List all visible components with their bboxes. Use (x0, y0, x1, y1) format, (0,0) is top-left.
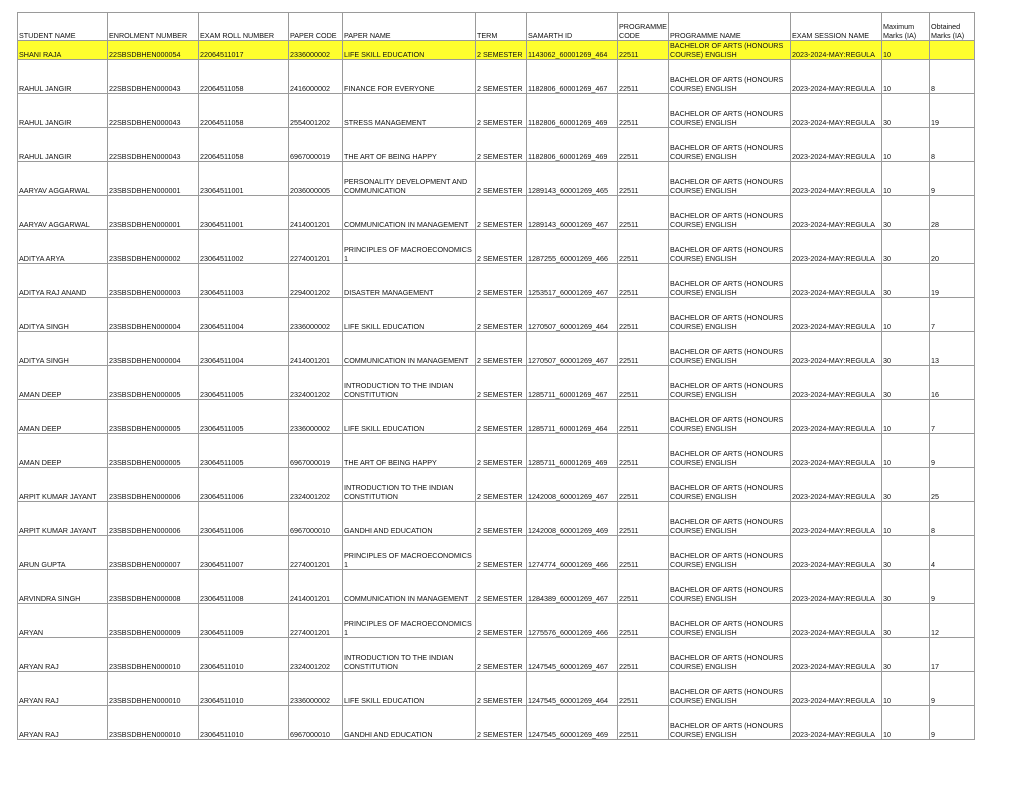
cell-samarth-id: 1270507_60001269_464 (527, 298, 618, 332)
table-row (18, 366, 975, 400)
cell-paper-code: 2414001201 (289, 570, 343, 604)
cell-paper-name: THE ART OF BEING HAPPY (343, 128, 476, 162)
cell-programme-name: BACHELOR OF ARTS (HONOURS COURSE) ENGLISH (669, 366, 791, 400)
cell-programme-name: BACHELOR OF ARTS (HONOURS COURSE) ENGLISH (669, 298, 791, 332)
cell-term: 2 SEMESTER (476, 60, 527, 94)
cell-exam-session-name: 2023-2024-MAY:REGULA (791, 94, 882, 128)
cell-paper-code: 2336000002 (289, 298, 343, 332)
cell-samarth-id: 1247545_60001269_469 (527, 706, 618, 740)
cell-student-name: ARYAN RAJ (18, 706, 108, 740)
cell-exam-roll-number: 23064511006 (199, 502, 289, 536)
cell-student-name: RAHUL JANGIR (18, 60, 108, 94)
cell-paper-name: PRINCIPLES OF MACROECONOMICS 1 (343, 604, 476, 638)
cell-term: 2 SEMESTER (476, 41, 527, 60)
cell-programme-code: 22511 (618, 604, 669, 638)
cell-student-name: ADITYA ARYA (18, 230, 108, 264)
cell-exam-session-name: 2023-2024-MAY:REGULA (791, 196, 882, 230)
cell-student-name: AARYAV AGGARWAL (18, 196, 108, 230)
table-row (18, 400, 975, 434)
cell-programme-code: 22511 (618, 196, 669, 230)
cell-obtained-marks: 9 (930, 672, 975, 706)
cell-obtained-marks: 8 (930, 128, 975, 162)
cell-exam-session-name: 2023-2024-MAY:REGULA (791, 706, 882, 740)
cell-samarth-id: 1270507_60001269_467 (527, 332, 618, 366)
cell-obtained-marks: 9 (930, 162, 975, 196)
cell-programme-code: 22511 (618, 94, 669, 128)
cell-exam-roll-number: 22064511017 (199, 41, 289, 60)
cell-paper-name: FINANCE FOR EVERYONE (343, 60, 476, 94)
cell-programme-code: 22511 (618, 536, 669, 570)
cell-paper-code: 2324001202 (289, 638, 343, 672)
cell-programme-code: 22511 (618, 468, 669, 502)
marks-sheet (17, 12, 975, 740)
col-exam-session-name: EXAM SESSION NAME (791, 13, 882, 41)
cell-programme-code: 22511 (618, 400, 669, 434)
cell-paper-code: 2416000002 (289, 60, 343, 94)
cell-exam-roll-number: 22064511058 (199, 128, 289, 162)
cell-paper-name: PRINCIPLES OF MACROECONOMICS 1 (343, 536, 476, 570)
cell-obtained-marks: 8 (930, 60, 975, 94)
cell-exam-roll-number: 22064511058 (199, 60, 289, 94)
table-row (18, 230, 975, 264)
cell-student-name: ADITYA SINGH (18, 298, 108, 332)
table-row (18, 162, 975, 196)
cell-programme-code: 22511 (618, 434, 669, 468)
cell-obtained-marks: 13 (930, 332, 975, 366)
cell-programme-code: 22511 (618, 41, 669, 60)
cell-exam-roll-number: 23064511006 (199, 468, 289, 502)
cell-paper-name: LIFE SKILL EDUCATION (343, 400, 476, 434)
cell-exam-session-name: 2023-2024-MAY:REGULA (791, 468, 882, 502)
cell-term: 2 SEMESTER (476, 332, 527, 366)
cell-programme-name: BACHELOR OF ARTS (HONOURS COURSE) ENGLISH (669, 706, 791, 740)
cell-samarth-id: 1182806_60001269_469 (527, 128, 618, 162)
cell-enrolment-number: 23SBSDBHEN000005 (108, 400, 199, 434)
cell-paper-name: COMMUNICATION IN MANAGEMENT (343, 196, 476, 230)
cell-paper-name: INTRODUCTION TO THE INDIAN CONSTITUTION (343, 366, 476, 400)
cell-exam-roll-number: 23064511002 (199, 230, 289, 264)
cell-enrolment-number: 23SBSDBHEN000008 (108, 570, 199, 604)
cell-paper-code: 2036000005 (289, 162, 343, 196)
cell-exam-session-name: 2023-2024-MAY:REGULA (791, 332, 882, 366)
cell-enrolment-number: 22SBSDBHEN000043 (108, 94, 199, 128)
cell-maximum-marks: 30 (882, 230, 930, 264)
cell-paper-code: 2294001202 (289, 264, 343, 298)
cell-exam-roll-number: 23064511004 (199, 298, 289, 332)
cell-enrolment-number: 23SBSDBHEN000003 (108, 264, 199, 298)
cell-exam-session-name: 2023-2024-MAY:REGULA (791, 366, 882, 400)
cell-exam-roll-number: 23064511009 (199, 604, 289, 638)
cell-exam-roll-number: 23064511010 (199, 638, 289, 672)
cell-obtained-marks: 9 (930, 570, 975, 604)
col-exam-roll-number: EXAM ROLL NUMBER (199, 13, 289, 41)
cell-paper-code: 2274001201 (289, 230, 343, 264)
cell-programme-code: 22511 (618, 230, 669, 264)
cell-exam-session-name: 2023-2024-MAY:REGULA (791, 638, 882, 672)
cell-obtained-marks: 19 (930, 94, 975, 128)
cell-paper-name: GANDHI AND EDUCATION (343, 706, 476, 740)
cell-programme-name: BACHELOR OF ARTS (HONOURS COURSE) ENGLISH (669, 230, 791, 264)
cell-student-name: ARUN GUPTA (18, 536, 108, 570)
cell-maximum-marks: 30 (882, 604, 930, 638)
cell-programme-name: BACHELOR OF ARTS (HONOURS COURSE) ENGLISH (669, 128, 791, 162)
cell-student-name: RAHUL JANGIR (18, 94, 108, 128)
cell-programme-name: BACHELOR OF ARTS (HONOURS COURSE) ENGLISH (669, 604, 791, 638)
cell-exam-roll-number: 22064511058 (199, 94, 289, 128)
cell-maximum-marks: 10 (882, 298, 930, 332)
cell-exam-roll-number: 23064511001 (199, 196, 289, 230)
cell-paper-code: 2336000002 (289, 672, 343, 706)
cell-paper-code: 2336000002 (289, 400, 343, 434)
cell-samarth-id: 1182806_60001269_467 (527, 60, 618, 94)
cell-exam-roll-number: 23064511010 (199, 706, 289, 740)
cell-samarth-id: 1285711_60001269_467 (527, 366, 618, 400)
cell-obtained-marks: 9 (930, 706, 975, 740)
table-row (18, 638, 975, 672)
cell-student-name: ARPIT KUMAR JAYANT (18, 468, 108, 502)
cell-student-name: ADITYA SINGH (18, 332, 108, 366)
cell-programme-code: 22511 (618, 128, 669, 162)
cell-maximum-marks: 10 (882, 672, 930, 706)
cell-programme-name: BACHELOR OF ARTS (HONOURS COURSE) ENGLISH (669, 434, 791, 468)
cell-student-name: ARPIT KUMAR JAYANT (18, 502, 108, 536)
cell-enrolment-number: 23SBSDBHEN000002 (108, 230, 199, 264)
cell-maximum-marks: 10 (882, 162, 930, 196)
col-enrolment-number: ENROLMENT NUMBER (108, 13, 199, 41)
cell-paper-code: 6967000019 (289, 434, 343, 468)
cell-samarth-id: 1274774_60001269_466 (527, 536, 618, 570)
cell-paper-name: DISASTER MANAGEMENT (343, 264, 476, 298)
cell-exam-roll-number: 23064511001 (199, 162, 289, 196)
cell-programme-name: BACHELOR OF ARTS (HONOURS COURSE) ENGLISH (669, 536, 791, 570)
cell-enrolment-number: 23SBSDBHEN000010 (108, 638, 199, 672)
cell-exam-roll-number: 23064511008 (199, 570, 289, 604)
cell-student-name: AMAN DEEP (18, 366, 108, 400)
col-paper-code: PAPER CODE (289, 13, 343, 41)
cell-enrolment-number: 23SBSDBHEN000001 (108, 162, 199, 196)
table-row (18, 468, 975, 502)
cell-term: 2 SEMESTER (476, 162, 527, 196)
cell-paper-name: STRESS MANAGEMENT (343, 94, 476, 128)
table-row (18, 60, 975, 94)
cell-exam-session-name: 2023-2024-MAY:REGULA (791, 60, 882, 94)
cell-enrolment-number: 23SBSDBHEN000010 (108, 706, 199, 740)
cell-paper-name: GANDHI AND EDUCATION (343, 502, 476, 536)
cell-exam-session-name: 2023-2024-MAY:REGULA (791, 400, 882, 434)
cell-samarth-id: 1242008_60001269_469 (527, 502, 618, 536)
cell-programme-name: BACHELOR OF ARTS (HONOURS COURSE) ENGLISH (669, 400, 791, 434)
cell-programme-name: BACHELOR OF ARTS (HONOURS COURSE) ENGLISH (669, 672, 791, 706)
cell-student-name: ARVINDRA SINGH (18, 570, 108, 604)
cell-term: 2 SEMESTER (476, 264, 527, 298)
table-row (18, 502, 975, 536)
cell-maximum-marks: 10 (882, 706, 930, 740)
cell-exam-roll-number: 23064511004 (199, 332, 289, 366)
cell-paper-name: INTRODUCTION TO THE INDIAN CONSTITUTION (343, 638, 476, 672)
cell-maximum-marks: 30 (882, 94, 930, 128)
cell-enrolment-number: 22SBSDBHEN000054 (108, 41, 199, 60)
cell-maximum-marks: 30 (882, 536, 930, 570)
cell-student-name: SHANI RAJA (18, 41, 108, 60)
cell-paper-name: LIFE SKILL EDUCATION (343, 41, 476, 60)
cell-student-name: ARYAN RAJ (18, 638, 108, 672)
cell-exam-session-name: 2023-2024-MAY:REGULA (791, 128, 882, 162)
cell-samarth-id: 1247545_60001269_467 (527, 638, 618, 672)
cell-paper-code: 6967000010 (289, 706, 343, 740)
cell-exam-roll-number: 23064511005 (199, 434, 289, 468)
cell-paper-code: 6967000010 (289, 502, 343, 536)
col-maximum-marks: Maximum Marks (IA) (882, 13, 930, 41)
cell-obtained-marks: 12 (930, 604, 975, 638)
col-programme-code: PROGRAMME CODE (618, 13, 669, 41)
table-row (18, 332, 975, 366)
cell-obtained-marks: 4 (930, 536, 975, 570)
cell-enrolment-number: 23SBSDBHEN000007 (108, 536, 199, 570)
cell-maximum-marks: 10 (882, 434, 930, 468)
cell-term: 2 SEMESTER (476, 672, 527, 706)
cell-enrolment-number: 23SBSDBHEN000009 (108, 604, 199, 638)
cell-programme-name: BACHELOR OF ARTS (HONOURS COURSE) ENGLISH (669, 162, 791, 196)
cell-student-name: ARYAN RAJ (18, 672, 108, 706)
cell-paper-name: LIFE SKILL EDUCATION (343, 298, 476, 332)
cell-exam-session-name: 2023-2024-MAY:REGULA (791, 434, 882, 468)
cell-obtained-marks: 25 (930, 468, 975, 502)
cell-maximum-marks: 10 (882, 128, 930, 162)
marks-table (17, 12, 975, 740)
cell-enrolment-number: 23SBSDBHEN000006 (108, 468, 199, 502)
cell-programme-code: 22511 (618, 162, 669, 196)
cell-term: 2 SEMESTER (476, 706, 527, 740)
cell-student-name: AARYAV AGGARWAL (18, 162, 108, 196)
cell-paper-code: 2336000002 (289, 41, 343, 60)
cell-term: 2 SEMESTER (476, 468, 527, 502)
cell-paper-name: PRINCIPLES OF MACROECONOMICS 1 (343, 230, 476, 264)
cell-maximum-marks: 30 (882, 332, 930, 366)
col-samarth-id: SAMARTH ID (527, 13, 618, 41)
cell-obtained-marks: 20 (930, 230, 975, 264)
cell-term: 2 SEMESTER (476, 128, 527, 162)
cell-programme-name: BACHELOR OF ARTS (HONOURS COURSE) ENGLISH (669, 196, 791, 230)
cell-term: 2 SEMESTER (476, 366, 527, 400)
cell-paper-name: INTRODUCTION TO THE INDIAN CONSTITUTION (343, 468, 476, 502)
table-row (18, 570, 975, 604)
cell-obtained-marks: 28 (930, 196, 975, 230)
cell-enrolment-number: 23SBSDBHEN000005 (108, 366, 199, 400)
cell-term: 2 SEMESTER (476, 502, 527, 536)
header-row (18, 13, 975, 41)
cell-programme-code: 22511 (618, 60, 669, 94)
table-row (18, 196, 975, 230)
cell-exam-session-name: 2023-2024-MAY:REGULA (791, 162, 882, 196)
cell-enrolment-number: 22SBSDBHEN000043 (108, 128, 199, 162)
cell-maximum-marks: 10 (882, 60, 930, 94)
table-body (18, 41, 975, 740)
cell-samarth-id: 1289143_60001269_467 (527, 196, 618, 230)
cell-programme-code: 22511 (618, 672, 669, 706)
cell-enrolment-number: 23SBSDBHEN000006 (108, 502, 199, 536)
cell-obtained-marks: 7 (930, 298, 975, 332)
table-row (18, 536, 975, 570)
cell-samarth-id: 1285711_60001269_464 (527, 400, 618, 434)
table-row (18, 672, 975, 706)
cell-exam-roll-number: 23064511005 (199, 366, 289, 400)
cell-programme-code: 22511 (618, 366, 669, 400)
cell-samarth-id: 1289143_60001269_465 (527, 162, 618, 196)
cell-exam-session-name: 2023-2024-MAY:REGULA (791, 230, 882, 264)
cell-exam-session-name: 2023-2024-MAY:REGULA (791, 604, 882, 638)
col-student-name: STUDENT NAME (18, 13, 108, 41)
cell-samarth-id: 1284389_60001269_467 (527, 570, 618, 604)
cell-programme-code: 22511 (618, 298, 669, 332)
cell-programme-name: BACHELOR OF ARTS (HONOURS COURSE) ENGLISH (669, 60, 791, 94)
cell-exam-session-name: 2023-2024-MAY:REGULA (791, 672, 882, 706)
cell-samarth-id: 1275576_60001269_466 (527, 604, 618, 638)
table-row (18, 604, 975, 638)
cell-enrolment-number: 22SBSDBHEN000043 (108, 60, 199, 94)
table-row (18, 264, 975, 298)
cell-maximum-marks: 30 (882, 468, 930, 502)
cell-paper-code: 2554001202 (289, 94, 343, 128)
cell-paper-name: LIFE SKILL EDUCATION (343, 672, 476, 706)
cell-term: 2 SEMESTER (476, 638, 527, 672)
cell-paper-code: 2324001202 (289, 468, 343, 502)
cell-programme-code: 22511 (618, 638, 669, 672)
cell-samarth-id: 1247545_60001269_464 (527, 672, 618, 706)
cell-paper-code: 6967000019 (289, 128, 343, 162)
cell-paper-code: 2414001201 (289, 332, 343, 366)
cell-programme-name: BACHELOR OF ARTS (HONOURS COURSE) ENGLISH (669, 41, 791, 60)
table-row (18, 94, 975, 128)
cell-samarth-id: 1253517_60001269_467 (527, 264, 618, 298)
cell-term: 2 SEMESTER (476, 230, 527, 264)
cell-programme-name: BACHELOR OF ARTS (HONOURS COURSE) ENGLISH (669, 264, 791, 298)
table-row (18, 434, 975, 468)
cell-exam-roll-number: 23064511003 (199, 264, 289, 298)
cell-exam-session-name: 2023-2024-MAY:REGULA (791, 298, 882, 332)
cell-samarth-id: 1287255_60001269_466 (527, 230, 618, 264)
cell-programme-code: 22511 (618, 332, 669, 366)
cell-obtained-marks: 19 (930, 264, 975, 298)
cell-samarth-id: 1182806_60001269_469 (527, 94, 618, 128)
cell-maximum-marks: 30 (882, 570, 930, 604)
cell-exam-session-name: 2023-2024-MAY:REGULA (791, 41, 882, 60)
cell-student-name: RAHUL JANGIR (18, 128, 108, 162)
cell-maximum-marks: 30 (882, 366, 930, 400)
cell-obtained-marks: 7 (930, 400, 975, 434)
cell-samarth-id: 1242008_60001269_467 (527, 468, 618, 502)
col-paper-name: PAPER NAME (343, 13, 476, 41)
cell-obtained-marks: 16 (930, 366, 975, 400)
cell-enrolment-number: 23SBSDBHEN000010 (108, 672, 199, 706)
cell-programme-code: 22511 (618, 570, 669, 604)
cell-obtained-marks (930, 41, 975, 60)
cell-paper-code: 2274001201 (289, 536, 343, 570)
table-row-highlighted (18, 41, 975, 60)
cell-enrolment-number: 23SBSDBHEN000001 (108, 196, 199, 230)
cell-obtained-marks: 17 (930, 638, 975, 672)
cell-exam-session-name: 2023-2024-MAY:REGULA (791, 264, 882, 298)
cell-term: 2 SEMESTER (476, 298, 527, 332)
cell-exam-session-name: 2023-2024-MAY:REGULA (791, 570, 882, 604)
cell-programme-name: BACHELOR OF ARTS (HONOURS COURSE) ENGLISH (669, 332, 791, 366)
cell-obtained-marks: 9 (930, 434, 975, 468)
cell-samarth-id: 1143062_60001269_464 (527, 41, 618, 60)
table-row (18, 128, 975, 162)
cell-exam-session-name: 2023-2024-MAY:REGULA (791, 502, 882, 536)
cell-enrolment-number: 23SBSDBHEN000004 (108, 332, 199, 366)
cell-exam-roll-number: 23064511007 (199, 536, 289, 570)
cell-paper-code: 2274001201 (289, 604, 343, 638)
cell-exam-roll-number: 23064511010 (199, 672, 289, 706)
cell-samarth-id: 1285711_60001269_469 (527, 434, 618, 468)
cell-term: 2 SEMESTER (476, 400, 527, 434)
cell-paper-code: 2414001201 (289, 196, 343, 230)
cell-programme-name: BACHELOR OF ARTS (HONOURS COURSE) ENGLISH (669, 94, 791, 128)
cell-obtained-marks: 8 (930, 502, 975, 536)
cell-maximum-marks: 10 (882, 400, 930, 434)
col-term: TERM (476, 13, 527, 41)
cell-maximum-marks: 30 (882, 638, 930, 672)
cell-maximum-marks: 10 (882, 502, 930, 536)
cell-student-name: ARYAN (18, 604, 108, 638)
cell-programme-name: BACHELOR OF ARTS (HONOURS COURSE) ENGLISH (669, 502, 791, 536)
cell-student-name: AMAN DEEP (18, 434, 108, 468)
cell-programme-code: 22511 (618, 264, 669, 298)
cell-maximum-marks: 30 (882, 264, 930, 298)
cell-paper-code: 2324001202 (289, 366, 343, 400)
cell-enrolment-number: 23SBSDBHEN000005 (108, 434, 199, 468)
cell-term: 2 SEMESTER (476, 196, 527, 230)
cell-programme-code: 22511 (618, 502, 669, 536)
cell-paper-name: COMMUNICATION IN MANAGEMENT (343, 332, 476, 366)
table-row (18, 298, 975, 332)
cell-exam-session-name: 2023-2024-MAY:REGULA (791, 536, 882, 570)
cell-term: 2 SEMESTER (476, 570, 527, 604)
cell-paper-name: COMMUNICATION IN MANAGEMENT (343, 570, 476, 604)
cell-term: 2 SEMESTER (476, 536, 527, 570)
cell-student-name: ADITYA RAJ ANAND (18, 264, 108, 298)
cell-maximum-marks: 30 (882, 196, 930, 230)
cell-term: 2 SEMESTER (476, 94, 527, 128)
cell-paper-name: THE ART OF BEING HAPPY (343, 434, 476, 468)
cell-term: 2 SEMESTER (476, 604, 527, 638)
cell-exam-roll-number: 23064511005 (199, 400, 289, 434)
cell-student-name: AMAN DEEP (18, 400, 108, 434)
cell-programme-code: 22511 (618, 706, 669, 740)
table-row (18, 706, 975, 740)
cell-term: 2 SEMESTER (476, 434, 527, 468)
cell-programme-name: BACHELOR OF ARTS (HONOURS COURSE) ENGLISH (669, 638, 791, 672)
cell-maximum-marks: 10 (882, 41, 930, 60)
col-obtained-marks: Obtained Marks (IA) (930, 13, 975, 41)
cell-paper-name: PERSONALITY DEVELOPMENT AND COMMUNICATION (343, 162, 476, 196)
cell-enrolment-number: 23SBSDBHEN000004 (108, 298, 199, 332)
cell-programme-name: BACHELOR OF ARTS (HONOURS COURSE) ENGLISH (669, 468, 791, 502)
cell-programme-name: BACHELOR OF ARTS (HONOURS COURSE) ENGLISH (669, 570, 791, 604)
col-programme-name: PROGRAMME NAME (669, 13, 791, 41)
